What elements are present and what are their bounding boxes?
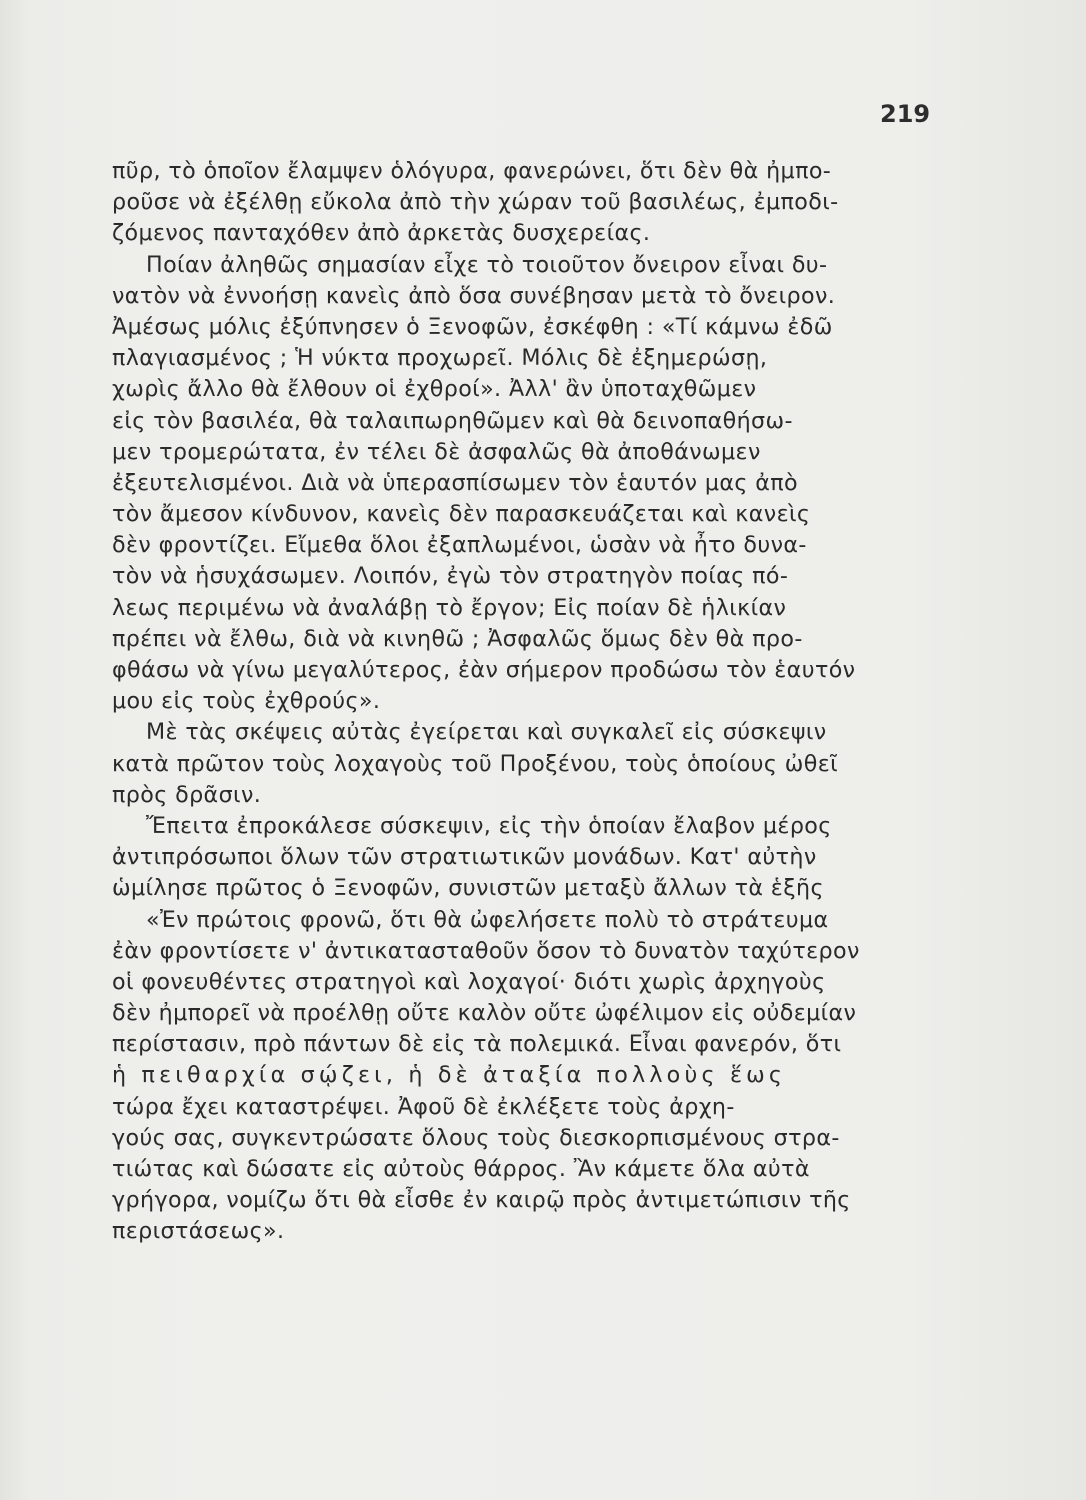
text-line: περιστάσεως». [112, 1218, 285, 1245]
text-line: δὲν ἠμπορεῖ νὰ προέλθῃ οὔτε καλὸν οὔτε ὠφέλιμον εἰς οὐδεμίαν [112, 1000, 857, 1027]
text-line: πρὸς δρᾶσιν. [112, 781, 262, 808]
text-line: ὡμίλησε πρῶτος ὁ Ξενοφῶν, συνιστῶν μεταξὺ ἄλλων τὰ ἑξῆς [112, 875, 824, 902]
text-line: ἐξευτελισμένοι. Διὰ νὰ ὑπερασπίσωμεν τὸν ἑαυτόν μας ἀπὸ [112, 469, 798, 496]
text-line: τὸν νὰ ἡσυχάσωμεν. Λοιπόν, ἐγὼ τὸν στρατηγὸν ποίας πό- [112, 563, 789, 590]
paragraph-start-line: Ἔπειτα ἐπροκάλεσε σύσκεψιν, εἰς τὴν ὁποίαν ἔλαβον μέρος [146, 812, 832, 839]
text-line: κατὰ πρῶτον τοὺς λοχαγοὺς τοῦ Προξένου, τοὺς ὁποίους ὠθεῖ [112, 750, 838, 777]
text-line: ζόμενος πανταχόθεν ἀπὸ ἀρκετὰς δυσχερείας. [112, 220, 651, 247]
text-line: πῦρ, τὸ ὁποῖον ἔλαμψεν ὁλόγυρα, φανερώνει, ὅτι δὲν θὰ ἠμπο- [112, 158, 832, 184]
text-line: Ἀμέσως μόλις ἐξύπνησεν ὁ Ξενοφῶν, ἐσκέφθη : «Τί κάμνω ἐδῶ [112, 313, 833, 340]
text-line: λεως περιμένω νὰ ἀναλάβῃ τὸ ἔργον; Εἰς ποίαν δὲ ἡλικίαν [112, 594, 787, 621]
text-line: εἰς τὸν βασιλέα, θὰ ταλαιπωρηθῶμεν καὶ θὰ δεινοπαθήσω- [112, 407, 793, 434]
text-line: φθάσω νὰ γίνω μεγαλύτερος, ἐὰν σήμερον προδώσω τὸν ἑαυτόν [112, 657, 856, 683]
text-line: ἐὰν φροντίσετε ν' ἀντικατασταθοῦν ὅσον τὸ δυνατὸν ταχύτερον [112, 937, 860, 964]
paragraph-start-line: «Ἐν πρώτοις φρονῶ, ὅτι θὰ ὠφελήσετε πολὺ τὸ στράτευμα [146, 906, 829, 933]
text-line: πρέπει νὰ ἔλθω, διὰ νὰ κινηθῶ ; Ἀσφαλῶς ὅμως δὲν θὰ προ- [112, 625, 803, 652]
text-line: γούς σας, συγκεντρώσατε ὅλους τοὺς διεσκορπισμένους στρα- [112, 1124, 840, 1151]
text-line: γρήγορα, νομίζω ὅτι θὰ εἶσθε ἐν καιρῷ πρὸς ἀντιμετώπισιν τῆς [112, 1187, 851, 1214]
body-text [112, 156, 938, 1248]
text-line: περίστασιν, πρὸ πάντων δὲ εἰς τὰ πολεμικά. Εἶναι φανερόν, ὅτι [112, 1031, 842, 1058]
paragraph-start-line: Μὲ τὰς σκέψεις αὐτὰς ἐγείρεται καὶ συγκαλεῖ εἰς σύσκεψιν [146, 719, 827, 746]
text-line: τιώτας καὶ δώσατε εἰς αὐτοὺς θάρρος. Ἂν κάμετε ὅλα αὐτὰ [112, 1156, 810, 1182]
text-line: μεν τρομερώτατα, ἐν τέλει δὲ ἀσφαλῶς θὰ ἀποθάνωμεν [112, 438, 761, 465]
text-line: ροῦσε νὰ ἐξέλθῃ εὔκολα ἀπὸ τὴν χώραν τοῦ βασιλέως, ἐμποδι- [112, 189, 839, 216]
spaced-text-line: ἡ πειθαρχία σῴζει, ἡ δὲ ἀταξία πολλοὺς ἕως [112, 1062, 787, 1089]
text-line: νατὸν νὰ ἐννοήσῃ κανεὶς ἀπὸ ὅσα συνέβησαν μετὰ τὸ ὄνειρον. [112, 282, 836, 309]
text-line: ἀντιπρόσωποι ὅλων τῶν στρατιωτικῶν μονάδων. Κατ' αὐτὴν [112, 844, 817, 871]
page-number: 219 [880, 100, 931, 128]
paragraph-start-line: Ποίαν ἀληθῶς σημασίαν εἶχε τὸ τοιοῦτον ὄνειρον εἶναι δυ- [146, 251, 828, 278]
text-line: τὸν ἄμεσον κίνδυνον, κανεὶς δὲν παρασκευάζεται καὶ κανεὶς [112, 501, 811, 528]
text-line: πλαγιασμένος ; Ἡ νύκτα προχωρεῖ. Μόλις δὲ ἐξημερώσῃ, [112, 345, 768, 372]
text-line: χωρὶς ἄλλο θὰ ἔλθουν οἱ ἐχθροί». Ἀλλ' ἂν ὑποταχθῶμεν [112, 376, 757, 403]
text-line: δὲν φροντίζει. Εἴμεθα ὅλοι ἐξαπλωμένοι, ὡσὰν νὰ ἦτο δυνα- [112, 532, 807, 559]
text-line: τώρα ἔχει καταστρέψει. Ἀφοῦ δὲ ἐκλέξετε τοὺς ἀρχη- [112, 1093, 735, 1120]
text-line: οἱ φονευθέντες στρατηγοὶ καὶ λοχαγοί· διότι χωρὶς ἀρχηγοὺς [112, 968, 826, 995]
text-line: μου εἰς τοὺς ἐχθρούς». [112, 688, 381, 715]
